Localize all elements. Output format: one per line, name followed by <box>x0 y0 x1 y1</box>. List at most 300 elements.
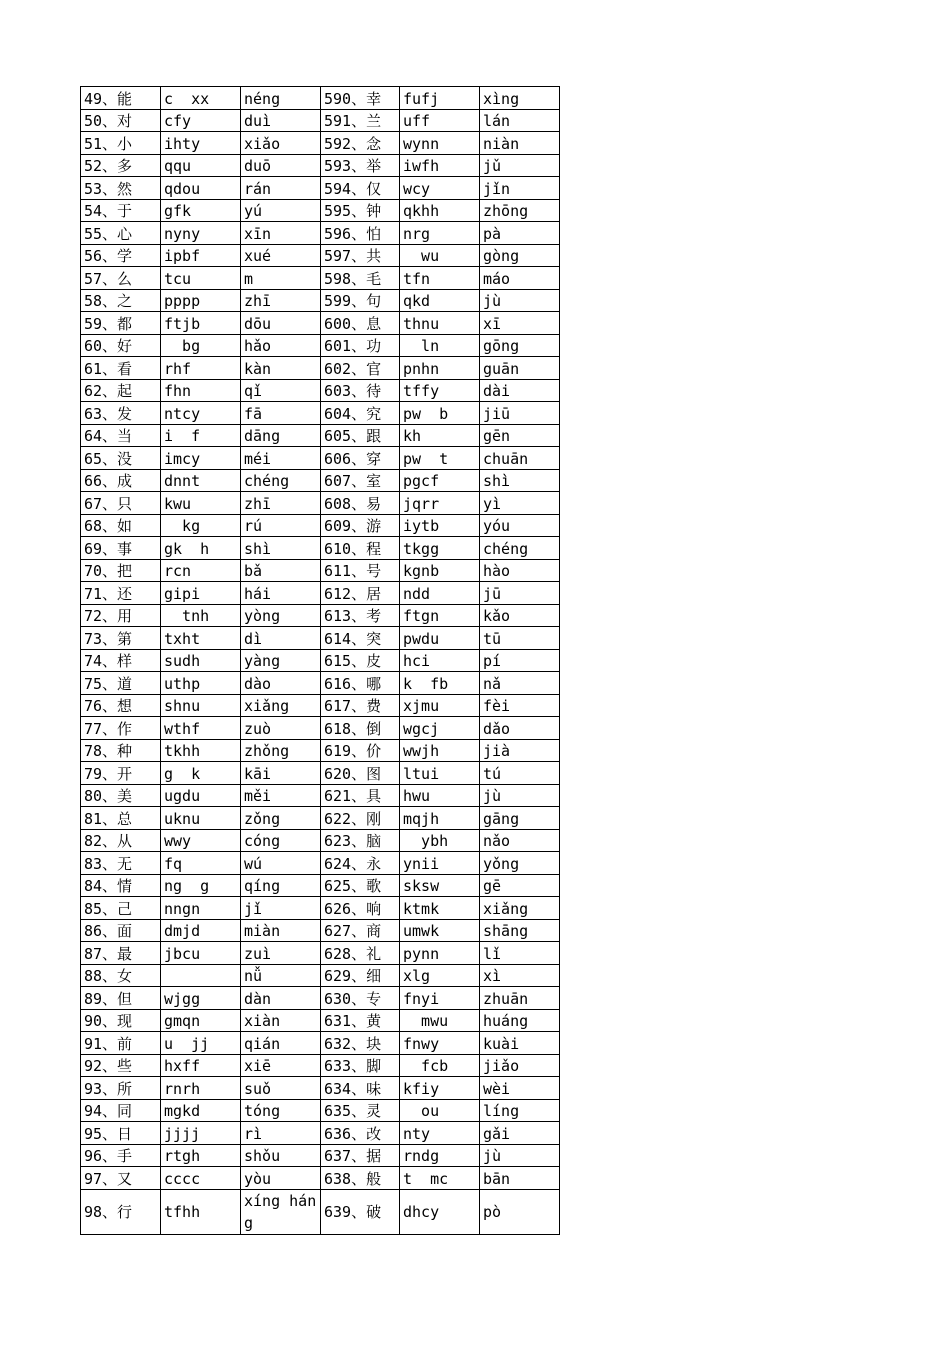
cell-entry-right[interactable]: 597、共 <box>321 244 400 267</box>
cell-code-right[interactable]: xjmu <box>400 694 480 717</box>
cell-entry-left[interactable]: 78、种 <box>81 739 161 762</box>
cell-code-left[interactable]: mgkd <box>161 1099 241 1122</box>
cell-entry-left[interactable]: 93、所 <box>81 1077 161 1100</box>
cell-code-left[interactable]: gk h <box>161 537 241 560</box>
cell-pinyin-right[interactable]: líng <box>480 1099 560 1122</box>
cell-pinyin-left[interactable]: jǐ <box>241 897 321 920</box>
cell-pinyin-left[interactable]: rú <box>241 514 321 537</box>
cell-code-right[interactable]: pw b <box>400 402 480 425</box>
cell-entry-left[interactable]: 89、但 <box>81 987 161 1010</box>
cell-code-left[interactable]: ng g <box>161 874 241 897</box>
cell-entry-right[interactable]: 614、突 <box>321 627 400 650</box>
cell-pinyin-right[interactable]: chéng <box>480 537 560 560</box>
cell-code-right[interactable]: wu <box>400 244 480 267</box>
cell-entry-left[interactable]: 60、好 <box>81 334 161 357</box>
cell-code-left[interactable]: ugdu <box>161 784 241 807</box>
cell-entry-left[interactable]: 90、现 <box>81 1009 161 1032</box>
cell-code-left[interactable]: ntcy <box>161 402 241 425</box>
cell-entry-left[interactable]: 87、最 <box>81 942 161 965</box>
cell-code-left[interactable]: txht <box>161 627 241 650</box>
cell-pinyin-left[interactable]: kàn <box>241 357 321 380</box>
cell-pinyin-right[interactable]: jiǎo <box>480 1054 560 1077</box>
cell-pinyin-right[interactable]: jū <box>480 582 560 605</box>
cell-pinyin-right[interactable]: gēn <box>480 424 560 447</box>
cell-code-left[interactable]: cccc <box>161 1167 241 1190</box>
cell-entry-right[interactable]: 627、商 <box>321 919 400 942</box>
cell-entry-right[interactable]: 623、脑 <box>321 829 400 852</box>
cell-pinyin-left[interactable]: zhǒng <box>241 739 321 762</box>
cell-entry-left[interactable]: 70、把 <box>81 559 161 582</box>
cell-code-left[interactable]: dnnt <box>161 469 241 492</box>
cell-pinyin-right[interactable]: gòng <box>480 244 560 267</box>
cell-code-left[interactable]: pppp <box>161 289 241 312</box>
cell-pinyin-left[interactable]: qián <box>241 1032 321 1055</box>
cell-code-right[interactable]: mwu <box>400 1009 480 1032</box>
cell-entry-right[interactable]: 594、仅 <box>321 177 400 200</box>
cell-pinyin-left[interactable]: fā <box>241 402 321 425</box>
cell-code-right[interactable]: rndg <box>400 1144 480 1167</box>
cell-code-left[interactable]: ihty <box>161 132 241 155</box>
cell-pinyin-left[interactable]: měi <box>241 784 321 807</box>
cell-entry-left[interactable]: 97、又 <box>81 1167 161 1190</box>
cell-pinyin-right[interactable]: tú <box>480 762 560 785</box>
cell-entry-left[interactable]: 83、无 <box>81 852 161 875</box>
cell-code-right[interactable]: sksw <box>400 874 480 897</box>
cell-code-left[interactable]: fq <box>161 852 241 875</box>
cell-entry-right[interactable]: 606、穿 <box>321 447 400 470</box>
cell-entry-right[interactable]: 603、待 <box>321 379 400 402</box>
cell-pinyin-left[interactable]: dì <box>241 627 321 650</box>
cell-pinyin-left[interactable]: xiàn <box>241 1009 321 1032</box>
cell-code-right[interactable]: fnyi <box>400 987 480 1010</box>
cell-code-right[interactable]: hwu <box>400 784 480 807</box>
cell-pinyin-right[interactable]: huáng <box>480 1009 560 1032</box>
cell-code-left[interactable]: cfy <box>161 109 241 132</box>
cell-entry-right[interactable]: 600、息 <box>321 312 400 335</box>
cell-pinyin-left[interactable]: wú <box>241 852 321 875</box>
cell-code-right[interactable]: qkd <box>400 289 480 312</box>
cell-pinyin-right[interactable]: máo <box>480 267 560 290</box>
cell-code-left[interactable]: dmjd <box>161 919 241 942</box>
cell-pinyin-left[interactable]: yòng <box>241 604 321 627</box>
cell-pinyin-right[interactable]: pí <box>480 649 560 672</box>
cell-pinyin-left[interactable]: xiǎng <box>241 694 321 717</box>
cell-code-left[interactable]: rtgh <box>161 1144 241 1167</box>
cell-entry-left[interactable]: 57、么 <box>81 267 161 290</box>
cell-code-left[interactable]: jbcu <box>161 942 241 965</box>
cell-code-left[interactable]: qqu <box>161 154 241 177</box>
cell-pinyin-right[interactable]: lán <box>480 109 560 132</box>
cell-entry-left[interactable]: 96、手 <box>81 1144 161 1167</box>
cell-entry-right[interactable]: 634、味 <box>321 1077 400 1100</box>
cell-pinyin-right[interactable]: lǐ <box>480 942 560 965</box>
cell-entry-right[interactable]: 631、黄 <box>321 1009 400 1032</box>
cell-code-left[interactable]: wwy <box>161 829 241 852</box>
cell-entry-right[interactable]: 630、专 <box>321 987 400 1010</box>
cell-pinyin-right[interactable]: yǒng <box>480 852 560 875</box>
cell-pinyin-right[interactable]: xiǎng <box>480 897 560 920</box>
cell-code-left[interactable] <box>161 964 241 987</box>
cell-code-right[interactable]: hci <box>400 649 480 672</box>
cell-code-left[interactable]: c xx <box>161 87 241 110</box>
cell-pinyin-right[interactable]: kǎo <box>480 604 560 627</box>
cell-code-right[interactable]: ynii <box>400 852 480 875</box>
cell-entry-left[interactable]: 84、情 <box>81 874 161 897</box>
cell-pinyin-right[interactable]: guān <box>480 357 560 380</box>
cell-code-right[interactable]: pw t <box>400 447 480 470</box>
cell-pinyin-left[interactable]: kāi <box>241 762 321 785</box>
cell-pinyin-left[interactable]: shì <box>241 537 321 560</box>
cell-pinyin-right[interactable]: niàn <box>480 132 560 155</box>
cell-entry-left[interactable]: 58、之 <box>81 289 161 312</box>
cell-pinyin-left[interactable]: rì <box>241 1122 321 1145</box>
cell-pinyin-left[interactable]: dàn <box>241 987 321 1010</box>
cell-entry-left[interactable]: 49、能 <box>81 87 161 110</box>
cell-code-right[interactable]: dhcy <box>400 1189 480 1234</box>
cell-entry-left[interactable]: 88、女 <box>81 964 161 987</box>
cell-entry-left[interactable]: 76、想 <box>81 694 161 717</box>
cell-entry-left[interactable]: 94、同 <box>81 1099 161 1122</box>
cell-pinyin-right[interactable]: jǔ <box>480 154 560 177</box>
cell-pinyin-right[interactable]: shì <box>480 469 560 492</box>
cell-code-left[interactable]: ftjb <box>161 312 241 335</box>
cell-entry-right[interactable]: 608、易 <box>321 492 400 515</box>
cell-pinyin-right[interactable]: xī <box>480 312 560 335</box>
cell-code-right[interactable]: ndd <box>400 582 480 605</box>
cell-entry-right[interactable]: 617、费 <box>321 694 400 717</box>
cell-pinyin-right[interactable]: xìng <box>480 87 560 110</box>
cell-code-left[interactable]: imcy <box>161 447 241 470</box>
cell-code-left[interactable]: nngn <box>161 897 241 920</box>
cell-entry-right[interactable]: 621、具 <box>321 784 400 807</box>
cell-code-left[interactable]: g k <box>161 762 241 785</box>
cell-pinyin-left[interactable]: xiē <box>241 1054 321 1077</box>
cell-pinyin-left[interactable]: m <box>241 267 321 290</box>
cell-entry-right[interactable]: 632、块 <box>321 1032 400 1055</box>
cell-code-right[interactable]: wcy <box>400 177 480 200</box>
cell-code-right[interactable]: iwfh <box>400 154 480 177</box>
cell-pinyin-left[interactable]: bǎ <box>241 559 321 582</box>
cell-pinyin-left[interactable]: dào <box>241 672 321 695</box>
cell-entry-left[interactable]: 82、从 <box>81 829 161 852</box>
cell-pinyin-right[interactable]: gē <box>480 874 560 897</box>
cell-pinyin-left[interactable]: xiǎo <box>241 132 321 155</box>
cell-entry-left[interactable]: 54、于 <box>81 199 161 222</box>
cell-entry-right[interactable]: 605、跟 <box>321 424 400 447</box>
cell-pinyin-right[interactable]: gǎi <box>480 1122 560 1145</box>
cell-code-left[interactable]: gfk <box>161 199 241 222</box>
cell-entry-left[interactable]: 64、当 <box>81 424 161 447</box>
cell-entry-right[interactable]: 618、倒 <box>321 717 400 740</box>
cell-entry-right[interactable]: 622、刚 <box>321 807 400 830</box>
cell-code-left[interactable]: rhf <box>161 357 241 380</box>
cell-code-right[interactable]: ktmk <box>400 897 480 920</box>
cell-entry-right[interactable]: 595、钟 <box>321 199 400 222</box>
cell-entry-right[interactable]: 620、图 <box>321 762 400 785</box>
cell-code-left[interactable]: tcu <box>161 267 241 290</box>
cell-pinyin-left[interactable]: néng <box>241 87 321 110</box>
cell-pinyin-right[interactable]: gōng <box>480 334 560 357</box>
cell-pinyin-right[interactable]: dài <box>480 379 560 402</box>
cell-pinyin-left[interactable]: duì <box>241 109 321 132</box>
cell-code-left[interactable]: i f <box>161 424 241 447</box>
cell-pinyin-right[interactable]: nǎo <box>480 829 560 852</box>
cell-entry-right[interactable]: 637、据 <box>321 1144 400 1167</box>
cell-entry-left[interactable]: 65、没 <box>81 447 161 470</box>
cell-entry-right[interactable]: 602、官 <box>321 357 400 380</box>
cell-code-left[interactable]: sudh <box>161 649 241 672</box>
cell-entry-left[interactable]: 61、看 <box>81 357 161 380</box>
cell-code-right[interactable]: wwjh <box>400 739 480 762</box>
cell-code-left[interactable]: shnu <box>161 694 241 717</box>
cell-entry-right[interactable]: 633、脚 <box>321 1054 400 1077</box>
cell-entry-right[interactable]: 615、皮 <box>321 649 400 672</box>
cell-entry-left[interactable]: 73、第 <box>81 627 161 650</box>
cell-entry-left[interactable]: 52、多 <box>81 154 161 177</box>
cell-pinyin-left[interactable]: xíng háng <box>241 1189 321 1234</box>
cell-entry-right[interactable]: 612、居 <box>321 582 400 605</box>
cell-pinyin-right[interactable]: tū <box>480 627 560 650</box>
cell-entry-right[interactable]: 619、价 <box>321 739 400 762</box>
cell-entry-left[interactable]: 98、行 <box>81 1189 161 1234</box>
cell-entry-left[interactable]: 95、日 <box>81 1122 161 1145</box>
cell-code-left[interactable]: fhn <box>161 379 241 402</box>
cell-entry-right[interactable]: 601、功 <box>321 334 400 357</box>
cell-pinyin-right[interactable]: hào <box>480 559 560 582</box>
cell-pinyin-left[interactable]: dāng <box>241 424 321 447</box>
cell-entry-left[interactable]: 72、用 <box>81 604 161 627</box>
cell-entry-left[interactable]: 80、美 <box>81 784 161 807</box>
cell-code-right[interactable]: wgcj <box>400 717 480 740</box>
cell-pinyin-right[interactable]: fèi <box>480 694 560 717</box>
cell-entry-right[interactable]: 607、室 <box>321 469 400 492</box>
cell-code-right[interactable]: t mc <box>400 1167 480 1190</box>
cell-pinyin-right[interactable]: chuān <box>480 447 560 470</box>
cell-entry-right[interactable]: 611、号 <box>321 559 400 582</box>
cell-entry-right[interactable]: 616、哪 <box>321 672 400 695</box>
cell-pinyin-right[interactable]: dǎo <box>480 717 560 740</box>
cell-entry-left[interactable]: 86、面 <box>81 919 161 942</box>
cell-code-right[interactable]: thnu <box>400 312 480 335</box>
cell-pinyin-left[interactable]: cóng <box>241 829 321 852</box>
cell-entry-left[interactable]: 53、然 <box>81 177 161 200</box>
cell-pinyin-left[interactable]: zǒng <box>241 807 321 830</box>
cell-entry-left[interactable]: 85、己 <box>81 897 161 920</box>
cell-entry-left[interactable]: 66、成 <box>81 469 161 492</box>
cell-pinyin-left[interactable]: dōu <box>241 312 321 335</box>
cell-code-left[interactable]: tfhh <box>161 1189 241 1234</box>
cell-pinyin-left[interactable]: shǒu <box>241 1144 321 1167</box>
cell-pinyin-right[interactable]: bān <box>480 1167 560 1190</box>
cell-code-right[interactable]: xlg <box>400 964 480 987</box>
cell-entry-left[interactable]: 79、开 <box>81 762 161 785</box>
cell-code-right[interactable]: qkhh <box>400 199 480 222</box>
cell-code-right[interactable]: mqjh <box>400 807 480 830</box>
cell-code-right[interactable]: fnwy <box>400 1032 480 1055</box>
cell-code-right[interactable]: jqrr <box>400 492 480 515</box>
cell-pinyin-left[interactable]: zuì <box>241 942 321 965</box>
cell-pinyin-left[interactable]: suǒ <box>241 1077 321 1100</box>
cell-pinyin-left[interactable]: zhī <box>241 492 321 515</box>
cell-code-left[interactable]: gmqn <box>161 1009 241 1032</box>
cell-pinyin-right[interactable]: yì <box>480 492 560 515</box>
cell-pinyin-left[interactable]: yú <box>241 199 321 222</box>
cell-code-left[interactable]: kg <box>161 514 241 537</box>
cell-entry-right[interactable]: 635、灵 <box>321 1099 400 1122</box>
cell-code-left[interactable]: rcn <box>161 559 241 582</box>
cell-code-right[interactable]: nrg <box>400 222 480 245</box>
cell-pinyin-right[interactable]: jiū <box>480 402 560 425</box>
cell-pinyin-left[interactable]: zuò <box>241 717 321 740</box>
cell-code-right[interactable]: ln <box>400 334 480 357</box>
cell-pinyin-left[interactable]: qǐ <box>241 379 321 402</box>
cell-code-right[interactable]: pynn <box>400 942 480 965</box>
cell-entry-right[interactable]: 610、程 <box>321 537 400 560</box>
cell-code-left[interactable]: hxff <box>161 1054 241 1077</box>
cell-code-left[interactable]: gipi <box>161 582 241 605</box>
cell-code-right[interactable]: kfiy <box>400 1077 480 1100</box>
cell-pinyin-right[interactable]: jù <box>480 289 560 312</box>
cell-entry-right[interactable]: 638、般 <box>321 1167 400 1190</box>
cell-entry-left[interactable]: 75、道 <box>81 672 161 695</box>
cell-pinyin-left[interactable]: méi <box>241 447 321 470</box>
cell-entry-right[interactable]: 629、细 <box>321 964 400 987</box>
cell-entry-left[interactable]: 62、起 <box>81 379 161 402</box>
cell-pinyin-left[interactable]: zhī <box>241 289 321 312</box>
cell-code-right[interactable]: tfn <box>400 267 480 290</box>
cell-code-left[interactable]: rnrh <box>161 1077 241 1100</box>
cell-entry-right[interactable]: 590、幸 <box>321 87 400 110</box>
cell-entry-left[interactable]: 56、学 <box>81 244 161 267</box>
cell-entry-right[interactable]: 604、究 <box>321 402 400 425</box>
cell-pinyin-left[interactable]: hái <box>241 582 321 605</box>
cell-entry-right[interactable]: 639、破 <box>321 1189 400 1234</box>
cell-code-left[interactable]: nyny <box>161 222 241 245</box>
cell-code-right[interactable]: kh <box>400 424 480 447</box>
cell-code-right[interactable]: ybh <box>400 829 480 852</box>
cell-pinyin-left[interactable]: hǎo <box>241 334 321 357</box>
cell-entry-right[interactable]: 624、永 <box>321 852 400 875</box>
cell-pinyin-left[interactable]: duō <box>241 154 321 177</box>
cell-entry-left[interactable]: 74、样 <box>81 649 161 672</box>
cell-entry-right[interactable]: 609、游 <box>321 514 400 537</box>
cell-pinyin-right[interactable]: xì <box>480 964 560 987</box>
cell-code-left[interactable]: ipbf <box>161 244 241 267</box>
cell-entry-right[interactable]: 636、改 <box>321 1122 400 1145</box>
cell-pinyin-right[interactable]: zhuān <box>480 987 560 1010</box>
cell-entry-right[interactable]: 591、兰 <box>321 109 400 132</box>
cell-pinyin-left[interactable]: tóng <box>241 1099 321 1122</box>
cell-pinyin-left[interactable]: nǚ <box>241 964 321 987</box>
cell-pinyin-left[interactable]: yàng <box>241 649 321 672</box>
cell-entry-right[interactable]: 598、毛 <box>321 267 400 290</box>
cell-pinyin-right[interactable]: zhōng <box>480 199 560 222</box>
cell-code-left[interactable]: kwu <box>161 492 241 515</box>
cell-code-right[interactable]: pgcf <box>400 469 480 492</box>
cell-pinyin-left[interactable]: miàn <box>241 919 321 942</box>
cell-code-right[interactable]: kgnb <box>400 559 480 582</box>
cell-pinyin-right[interactable]: shāng <box>480 919 560 942</box>
cell-entry-right[interactable]: 628、礼 <box>321 942 400 965</box>
cell-code-left[interactable]: jjjj <box>161 1122 241 1145</box>
cell-entry-left[interactable]: 91、前 <box>81 1032 161 1055</box>
cell-pinyin-left[interactable]: yòu <box>241 1167 321 1190</box>
cell-pinyin-right[interactable]: pò <box>480 1189 560 1234</box>
cell-code-left[interactable]: uthp <box>161 672 241 695</box>
cell-code-right[interactable]: ftgn <box>400 604 480 627</box>
cell-code-right[interactable]: nty <box>400 1122 480 1145</box>
cell-pinyin-right[interactable]: jù <box>480 1144 560 1167</box>
cell-entry-left[interactable]: 59、都 <box>81 312 161 335</box>
cell-code-left[interactable]: bg <box>161 334 241 357</box>
cell-entry-left[interactable]: 63、发 <box>81 402 161 425</box>
cell-entry-left[interactable]: 71、还 <box>81 582 161 605</box>
cell-code-right[interactable]: tkgg <box>400 537 480 560</box>
cell-pinyin-right[interactable]: jǐn <box>480 177 560 200</box>
cell-entry-left[interactable]: 81、总 <box>81 807 161 830</box>
cell-code-left[interactable]: tnh <box>161 604 241 627</box>
cell-pinyin-left[interactable]: xué <box>241 244 321 267</box>
cell-entry-right[interactable]: 625、歌 <box>321 874 400 897</box>
cell-code-left[interactable]: uknu <box>161 807 241 830</box>
cell-pinyin-right[interactable]: yóu <box>480 514 560 537</box>
cell-code-right[interactable]: fufj <box>400 87 480 110</box>
cell-entry-left[interactable]: 50、对 <box>81 109 161 132</box>
cell-entry-right[interactable]: 593、举 <box>321 154 400 177</box>
cell-code-right[interactable]: pwdu <box>400 627 480 650</box>
cell-code-right[interactable]: wynn <box>400 132 480 155</box>
cell-entry-left[interactable]: 55、心 <box>81 222 161 245</box>
cell-entry-right[interactable]: 596、怕 <box>321 222 400 245</box>
cell-entry-right[interactable]: 613、考 <box>321 604 400 627</box>
cell-code-left[interactable]: wjgg <box>161 987 241 1010</box>
cell-pinyin-right[interactable]: wèi <box>480 1077 560 1100</box>
cell-code-right[interactable]: tffy <box>400 379 480 402</box>
cell-pinyin-right[interactable]: jù <box>480 784 560 807</box>
cell-pinyin-right[interactable]: pà <box>480 222 560 245</box>
cell-entry-right[interactable]: 599、句 <box>321 289 400 312</box>
cell-entry-left[interactable]: 68、如 <box>81 514 161 537</box>
cell-code-right[interactable]: k fb <box>400 672 480 695</box>
cell-entry-left[interactable]: 92、些 <box>81 1054 161 1077</box>
cell-code-right[interactable]: fcb <box>400 1054 480 1077</box>
cell-code-right[interactable]: iytb <box>400 514 480 537</box>
cell-pinyin-right[interactable]: nǎ <box>480 672 560 695</box>
cell-code-left[interactable]: qdou <box>161 177 241 200</box>
cell-code-right[interactable]: pnhn <box>400 357 480 380</box>
cell-code-right[interactable]: ltui <box>400 762 480 785</box>
cell-entry-right[interactable]: 592、念 <box>321 132 400 155</box>
cell-entry-left[interactable]: 51、小 <box>81 132 161 155</box>
cell-code-left[interactable]: u jj <box>161 1032 241 1055</box>
cell-pinyin-right[interactable]: jià <box>480 739 560 762</box>
cell-entry-left[interactable]: 77、作 <box>81 717 161 740</box>
cell-code-right[interactable]: uff <box>400 109 480 132</box>
cell-pinyin-left[interactable]: xīn <box>241 222 321 245</box>
cell-pinyin-right[interactable]: kuài <box>480 1032 560 1055</box>
cell-entry-left[interactable]: 67、只 <box>81 492 161 515</box>
cell-code-right[interactable]: ou <box>400 1099 480 1122</box>
cell-entry-right[interactable]: 626、响 <box>321 897 400 920</box>
cell-pinyin-left[interactable]: qíng <box>241 874 321 897</box>
cell-pinyin-right[interactable]: gāng <box>480 807 560 830</box>
cell-code-left[interactable]: wthf <box>161 717 241 740</box>
cell-entry-left[interactable]: 69、事 <box>81 537 161 560</box>
cell-code-left[interactable]: tkhh <box>161 739 241 762</box>
cell-code-right[interactable]: umwk <box>400 919 480 942</box>
cell-pinyin-left[interactable]: rán <box>241 177 321 200</box>
cell-pinyin-left[interactable]: chéng <box>241 469 321 492</box>
